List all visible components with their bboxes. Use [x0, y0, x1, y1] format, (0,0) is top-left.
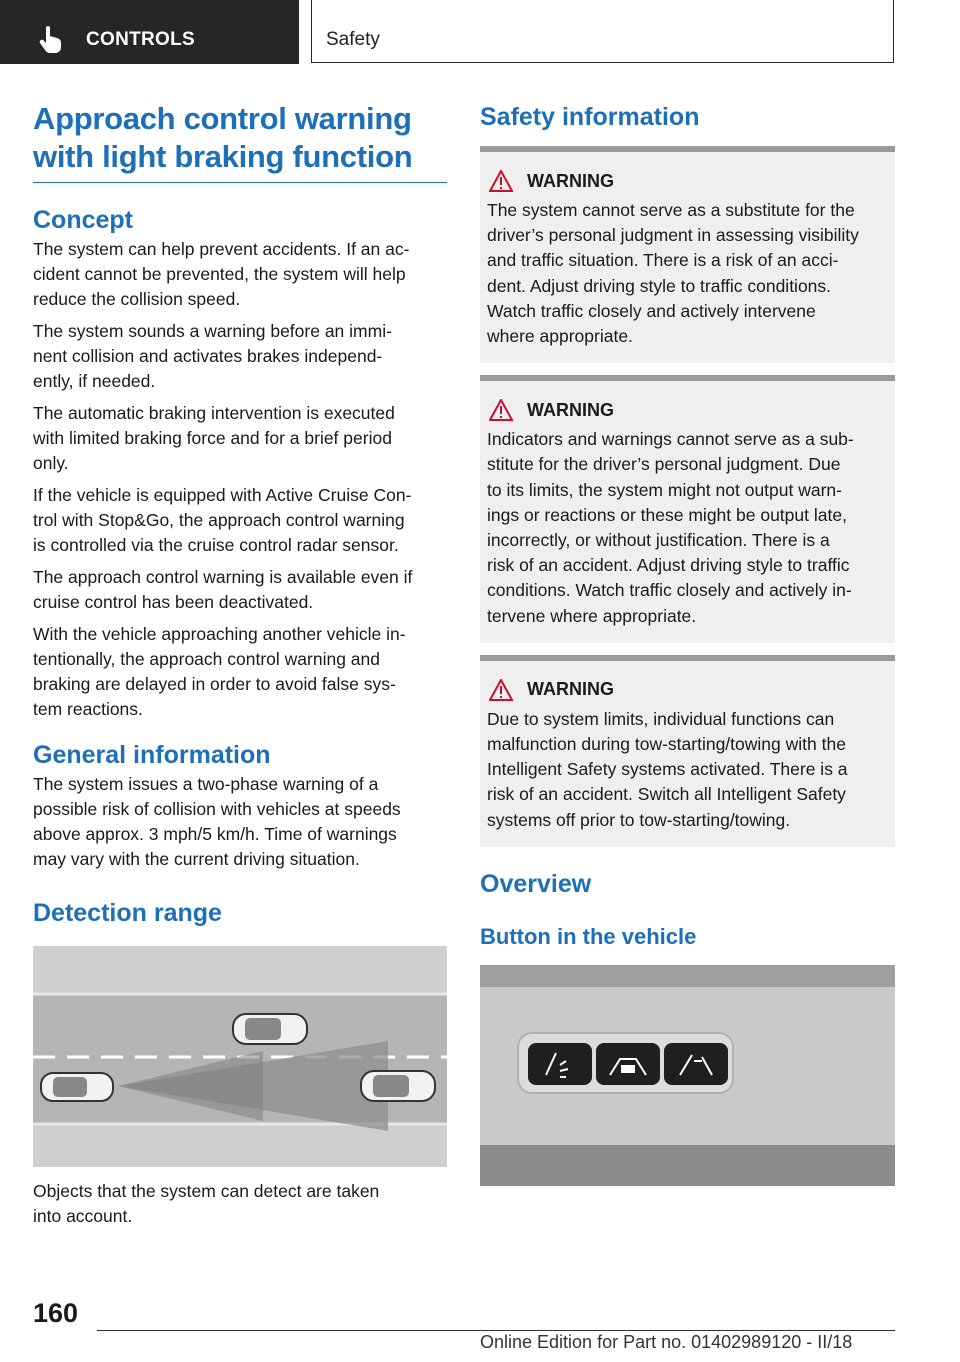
section-label: CONTROLS — [86, 29, 196, 50]
detection-range-illustration — [33, 946, 447, 1167]
collision-warning-button — [596, 1043, 660, 1085]
safety-information-heading: Safety information — [480, 103, 700, 131]
warning-label: WARNING — [527, 170, 614, 191]
warning-triangle-icon — [489, 170, 513, 192]
warning-header — [489, 399, 889, 421]
road-diagram — [33, 946, 447, 1167]
warning-triangle-icon — [489, 399, 513, 421]
button-in-vehicle-heading: Button in the vehicle — [480, 923, 697, 949]
car-far-icon — [361, 1071, 435, 1101]
page-title: Approach control warning with light braking function — [33, 100, 447, 183]
lane-departure-button — [664, 1043, 728, 1085]
general-information-heading: General information — [33, 741, 271, 769]
concept-section — [33, 237, 447, 722]
car-ahead-icon — [233, 1014, 307, 1044]
overview-heading: Overview — [480, 869, 592, 898]
button-in-vehicle-photo — [480, 965, 895, 1186]
edition-text: Online Edition for Part no. 01402989120 - II/18 — [480, 1332, 853, 1352]
general-information-paragraph: The system issues a two-phase warning of a possible risk of collision with vehicles at speeds above approx. 3 mph/5 km/h. Time of warnings may vary with the current driving situation. — [33, 774, 401, 869]
button-panel-image — [480, 965, 895, 1186]
warning-box — [480, 655, 895, 847]
warning-text: The system cannot serve as a substitute for the driver’s personal judgment in assessing visibility and traffic situation. There is a risk of an acci- dent. Adjust driving style to traffic conditions. Watch traffic closely and actively intervene where appropriate. — [487, 200, 859, 347]
warning-header — [489, 679, 889, 701]
warning-text: Due to system limits, individual functions can malfunction during tow-starting/towing with the Intelligent Safety systems activated. There is a risk of an accident. Switch all Intelligent Safety systems off prior to tow-starting/towing. — [487, 708, 848, 830]
section-tab — [0, 0, 299, 64]
concept-heading: Concept — [33, 206, 133, 234]
chapter-label: Safety — [326, 29, 380, 50]
warning-triangle-icon — [489, 679, 513, 701]
ego-car-icon — [41, 1073, 113, 1101]
concept-paragraph-3: The automatic braking intervention is executed with limited braking force and for a brief period only. — [33, 403, 395, 473]
warning-label: WARNING — [527, 679, 614, 700]
footer-rule — [97, 1330, 895, 1331]
warning-box — [480, 375, 895, 643]
right-column — [480, 100, 895, 1186]
intelligent-safety-button — [528, 1043, 592, 1085]
concept-paragraph-5: The approach control warning is available even if cruise control has been deactivated. — [33, 567, 413, 612]
warning-label: WARNING — [527, 399, 614, 420]
concept-paragraph-4: If the vehicle is equipped with Active Cruise Con- trol with Stop&Go, the approach control warning is controlled via the cruise control radar sensor. — [33, 485, 412, 555]
concept-paragraph-6: With the vehicle approaching another vehicle in- tentionally, the approach control warning and braking are delayed in order to avoid false sys- tem reactions. — [33, 624, 406, 719]
warning-header — [489, 170, 889, 192]
concept-paragraph-1: The system can help prevent accidents. If an ac- cident cannot be prevented, the system will help reduce the collision speed. — [33, 239, 410, 309]
detection-range-caption: Objects that the system can detect are taken into account. — [33, 1181, 380, 1226]
hand-pointer-icon — [38, 25, 64, 53]
warning-text: Indicators and warnings cannot serve as a sub- stitute for the driver’s personal judgment. Due to its limits, the system might not output warn- ings or reactions or these might be output late, incorrectly, or without justification. There is a risk of an accident. Adjust driving style to traffic conditions. Watch traffic closely and actively in- tervene where appropriate. — [487, 429, 854, 626]
concept-paragraph-2: The system sounds a warning before an immi- nent collision and activates brakes independ- ently, if needed. — [33, 321, 392, 391]
warning-box — [480, 146, 895, 363]
chapter-tab — [311, 0, 894, 63]
detection-range-heading: Detection range — [33, 899, 222, 927]
left-column — [33, 100, 447, 1236]
page-number: 160 — [33, 1298, 79, 1328]
